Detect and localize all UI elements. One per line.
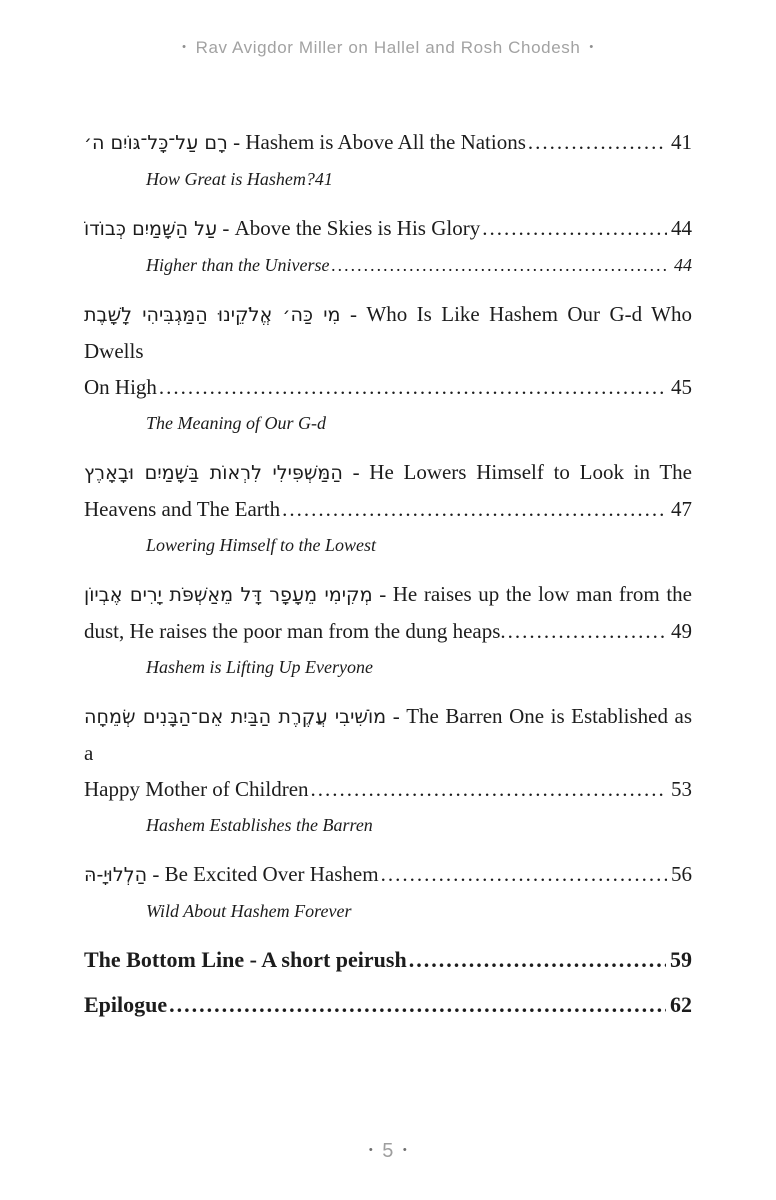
toc-line bbox=[84, 210, 692, 247]
toc-line bbox=[84, 296, 692, 369]
toc-line bbox=[84, 856, 692, 893]
entry-text: Hashem is Lifting Up Everyone bbox=[146, 657, 373, 677]
dot-leader bbox=[159, 369, 667, 405]
entry-text: On High bbox=[84, 375, 157, 399]
dot-leader bbox=[528, 124, 667, 160]
page-number: 45 bbox=[671, 375, 692, 399]
footer-bullet-left: • bbox=[368, 1144, 374, 1156]
toc-line bbox=[84, 369, 692, 405]
toc-line bbox=[84, 771, 692, 807]
page-number: 41 bbox=[671, 130, 692, 154]
page-number: 44 bbox=[674, 255, 692, 275]
toc-subentry bbox=[84, 893, 692, 929]
dot-leader bbox=[331, 247, 670, 283]
hebrew-phrase: מְקִימִי מֵעָפָר דָּל מֵאַשְׁפֹּת יָרִים אֶבְיוֹן bbox=[84, 583, 373, 606]
dot-leader bbox=[169, 987, 666, 1023]
page-number: 53 bbox=[671, 777, 692, 801]
hebrew-phrase: הַמַּשְׁפִּילִי לִרְאוֹת בַּשָּׁמַיִם וּבָאָרֶץ bbox=[84, 461, 343, 484]
entry-text: הַלְלוּיָ-הּ - Be Excited Over Hashem bbox=[84, 862, 379, 886]
folio-number: 5 bbox=[382, 1140, 394, 1162]
toc-entry bbox=[84, 576, 692, 649]
toc-line bbox=[84, 807, 692, 843]
toc-entry bbox=[84, 698, 692, 807]
entry-text: Heavens and The Earth bbox=[84, 497, 281, 521]
entry-text: מִי כַּה׳ אֱלֹקֵינוּ הַמַּגְבִּיהִי לָשָׁבֶת - Who Is Like Hashem Our G-d Who Dwells bbox=[84, 302, 692, 363]
toc-line bbox=[84, 649, 692, 685]
toc-subentry bbox=[84, 161, 692, 197]
dot-leader bbox=[409, 942, 666, 978]
page-number: 56 bbox=[671, 862, 692, 886]
entry-text: dust, He raises the poor man from the dung heaps. bbox=[84, 619, 506, 643]
entry-text: מוֹשִׁיבִי עֲקֶרֶת הַבַּיִת אֵם־הַבָּנִים שְׂמֵחָה - The Barren One is Established as a bbox=[84, 704, 692, 765]
toc-entry bbox=[84, 210, 692, 247]
entry-text: Epilogue bbox=[84, 992, 168, 1017]
toc-line bbox=[84, 491, 692, 527]
hebrew-phrase: רָם עַל־כָּל־גּוֹיִם ה׳ bbox=[84, 131, 228, 154]
hebrew-phrase: הַלְלוּיָ-הּ bbox=[84, 863, 148, 886]
toc-line bbox=[84, 613, 692, 649]
dot-leader bbox=[482, 210, 667, 246]
toc-entry bbox=[84, 454, 692, 527]
entry-text: How Great is Hashem?41 bbox=[146, 169, 333, 189]
toc-line bbox=[84, 942, 692, 978]
hebrew-phrase: מוֹשִׁיבִי עֲקֶרֶת הַבַּיִת אֵם־הַבָּנִים שְׂמֵחָה bbox=[84, 705, 387, 728]
entry-text: עַל הַשָּׁמַיִם כְּבוֹדוֹ - Above the Skies is His Glory bbox=[84, 216, 481, 240]
toc-line bbox=[84, 247, 692, 283]
footer-bullet-right: • bbox=[402, 1144, 408, 1156]
page-number-footer bbox=[0, 1140, 776, 1163]
toc-line bbox=[84, 893, 692, 929]
dot-leader bbox=[311, 771, 667, 807]
dot-leader bbox=[282, 491, 667, 527]
toc-subentry bbox=[84, 247, 692, 283]
entry-text: Happy Mother of Children bbox=[84, 777, 309, 801]
page-number: 44 bbox=[671, 216, 692, 240]
entry-text: Higher than the Universe bbox=[146, 255, 330, 275]
toc-entry bbox=[84, 942, 692, 978]
toc-entry bbox=[84, 296, 692, 405]
toc-line bbox=[84, 987, 692, 1023]
entry-text: רָם עַל־כָּל־גּוֹיִם ה׳ - Hashem is Above All the Nations bbox=[84, 130, 526, 154]
toc-line bbox=[84, 124, 692, 161]
hebrew-phrase: עַל הַשָּׁמַיִם כְּבוֹדוֹ bbox=[84, 217, 218, 240]
entry-text: The Bottom Line - A short peirush bbox=[84, 947, 407, 972]
toc-line bbox=[84, 454, 692, 491]
header-bullet-left: • bbox=[182, 41, 187, 53]
entry-text: The Meaning of Our G-d bbox=[146, 413, 326, 433]
entry-text: Hashem Establishes the Barren bbox=[146, 815, 373, 835]
toc-entry bbox=[84, 856, 692, 893]
toc-subentry bbox=[84, 405, 692, 441]
entry-text: Lowering Himself to the Lowest bbox=[146, 535, 377, 555]
page-number: 49 bbox=[671, 619, 692, 643]
page-number: 59 bbox=[670, 947, 692, 972]
hebrew-phrase: מִי כַּה׳ אֱלֹקֵינוּ הַמַּגְבִּיהִי לָשָׁבֶת bbox=[84, 303, 341, 326]
book-title: Rav Avigdor Miller on Hallel and Rosh Chodesh bbox=[195, 38, 581, 57]
toc-subentry bbox=[84, 807, 692, 843]
entry-text: Wild About Hashem Forever bbox=[146, 901, 352, 921]
toc-line bbox=[84, 576, 692, 613]
dot-leader bbox=[508, 613, 667, 649]
toc-line bbox=[84, 527, 692, 563]
toc-entry bbox=[84, 987, 692, 1023]
page-number: 62 bbox=[670, 992, 692, 1017]
entry-text: הַמַּשְׁפִּילִי לִרְאוֹת בַּשָּׁמַיִם וּבָאָרֶץ - He Lowers Himself to Look in The bbox=[84, 460, 693, 484]
toc-line bbox=[84, 698, 692, 771]
entry-text: מְקִימִי מֵעָפָר דָּל מֵאַשְׁפֹּת יָרִים אֶבְיוֹן - He raises up the low man from the bbox=[84, 582, 692, 606]
running-header bbox=[0, 38, 776, 58]
toc-entry bbox=[84, 124, 692, 161]
toc-subentry bbox=[84, 649, 692, 685]
page-number: 47 bbox=[671, 497, 692, 521]
toc-subentry bbox=[84, 527, 692, 563]
header-bullet-right: • bbox=[589, 41, 594, 53]
dot-leader bbox=[381, 856, 667, 892]
toc bbox=[84, 124, 692, 1032]
toc-line bbox=[84, 161, 692, 197]
toc-line bbox=[84, 405, 692, 441]
